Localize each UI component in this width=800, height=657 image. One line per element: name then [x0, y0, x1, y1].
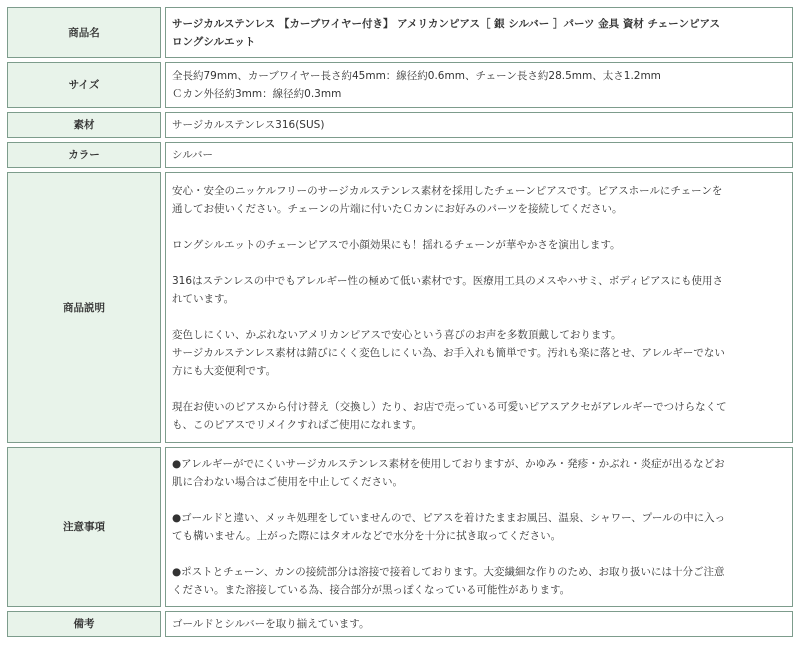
product-name-line: サージカルステンレス 【カーブワイヤー付き】 アメリカンピアス［ 銀 シルバー ］パーツ 金具 資材 チェーンピアス [172, 17, 721, 30]
product-name-line: ロングシルエット [172, 35, 256, 48]
description-paragraph [172, 182, 786, 218]
label-size: サイズ [7, 62, 161, 108]
label-color: カラー [7, 142, 161, 168]
value-color: シルバー [165, 142, 793, 168]
label-material: 素材 [7, 112, 161, 138]
row-material [7, 112, 793, 138]
description-line: 変色しにくい、かぶれないアメリカンピアスで安心という喜びのお声を多数頂戴しております。 [172, 328, 622, 341]
description-line: サージカルステンレス素材は錆びにくく変色しにくい為、お手入れも簡単です。汚れも楽に落とせ、アレルギーでない [172, 346, 725, 359]
value-description [165, 172, 793, 443]
caution-line: ●ゴールドと違い、メッキ処理をしていませんので、ピアスを着けたままお風呂、温泉、シャワー、プールの中に入っ [172, 512, 726, 524]
label-notes: 備考 [7, 611, 161, 637]
description-paragraph [172, 326, 786, 380]
description-line: 現在お使いのピアスから付け替え（交換し）たり、お店で売っている可愛いピアスアクセがアレルギーでつけらなくて [172, 400, 727, 413]
row-color [7, 142, 793, 168]
caution-line: ください。また溶接している為、接合部分が黒っぽくなっている可能性があります。 [172, 584, 571, 596]
caution-paragraph [172, 563, 786, 599]
row-description [7, 172, 793, 443]
description-paragraph [172, 236, 786, 254]
description-line: れています。 [172, 292, 235, 305]
product-spec-table-frame [7, 7, 793, 650]
size-line: 全長約79mm、カーブワイヤー長さ約45mm：線径約0.6mm、チェーン長さ約28.5mm、太さ1.2mm [172, 70, 661, 82]
value-caution [165, 447, 793, 607]
label-product-name: 商品名 [7, 7, 161, 58]
value-size [165, 62, 793, 108]
row-size [7, 62, 793, 108]
row-product-name [7, 7, 793, 58]
row-notes [7, 611, 793, 637]
description-paragraph [172, 272, 786, 308]
description-line: 方にも大変便利です。 [172, 364, 277, 377]
caution-line: ●アレルギーがでにくいサージカルステンレス素材を使用しておりますが、かゆみ・発疹・かぶれ・炎症が出るなどお [172, 458, 725, 470]
product-spec-table [3, 3, 797, 641]
row-caution [7, 447, 793, 607]
description-line: ロングシルエットのチェーンピアスで小顔効果にも！揺れるチェーンが華やかさを演出します。 [172, 238, 621, 251]
value-notes: ゴールドとシルバーを取り揃えています。 [165, 611, 793, 637]
description-line: 安心・安全のニッケルフリーのサージカルステンレス素材を採用したチェーンピアスです。ピアスホールにチェーンを [172, 184, 723, 197]
label-description: 商品説明 [7, 172, 161, 443]
caution-paragraph [172, 509, 786, 545]
description-line: 通してお使いください。チェーンの片端に付いたＣカンにお好みのパーツを接続してください。 [172, 202, 623, 215]
description-line: 316はステンレスの中でもアレルギー性の極めて低い素材です。医療用工具のメスやハサミ、ボディピアスにも使用さ [172, 274, 724, 287]
caution-paragraph [172, 455, 786, 491]
description-line: も、このピアスでリメイクすればご使用になれます。 [172, 418, 423, 431]
caution-line: ても構いません。上がった際にはタオルなどで水分を十分に拭き取ってください。 [172, 530, 562, 542]
caution-line: ●ポストとチェーン、カンの接続部分は溶接で接着しております。大変繊細な作りのため、お取り扱いには十分ご注意 [172, 566, 725, 578]
caution-line: 肌に合わない場合はご使用を中止してください。 [172, 476, 403, 488]
value-material: サージカルステンレス316(SUS) [165, 112, 793, 138]
label-caution: 注意事項 [7, 447, 161, 607]
value-product-name [165, 7, 793, 58]
size-line: Ｃカン外径約3mm：線径約0.3mm [172, 88, 342, 100]
description-paragraph [172, 398, 786, 434]
